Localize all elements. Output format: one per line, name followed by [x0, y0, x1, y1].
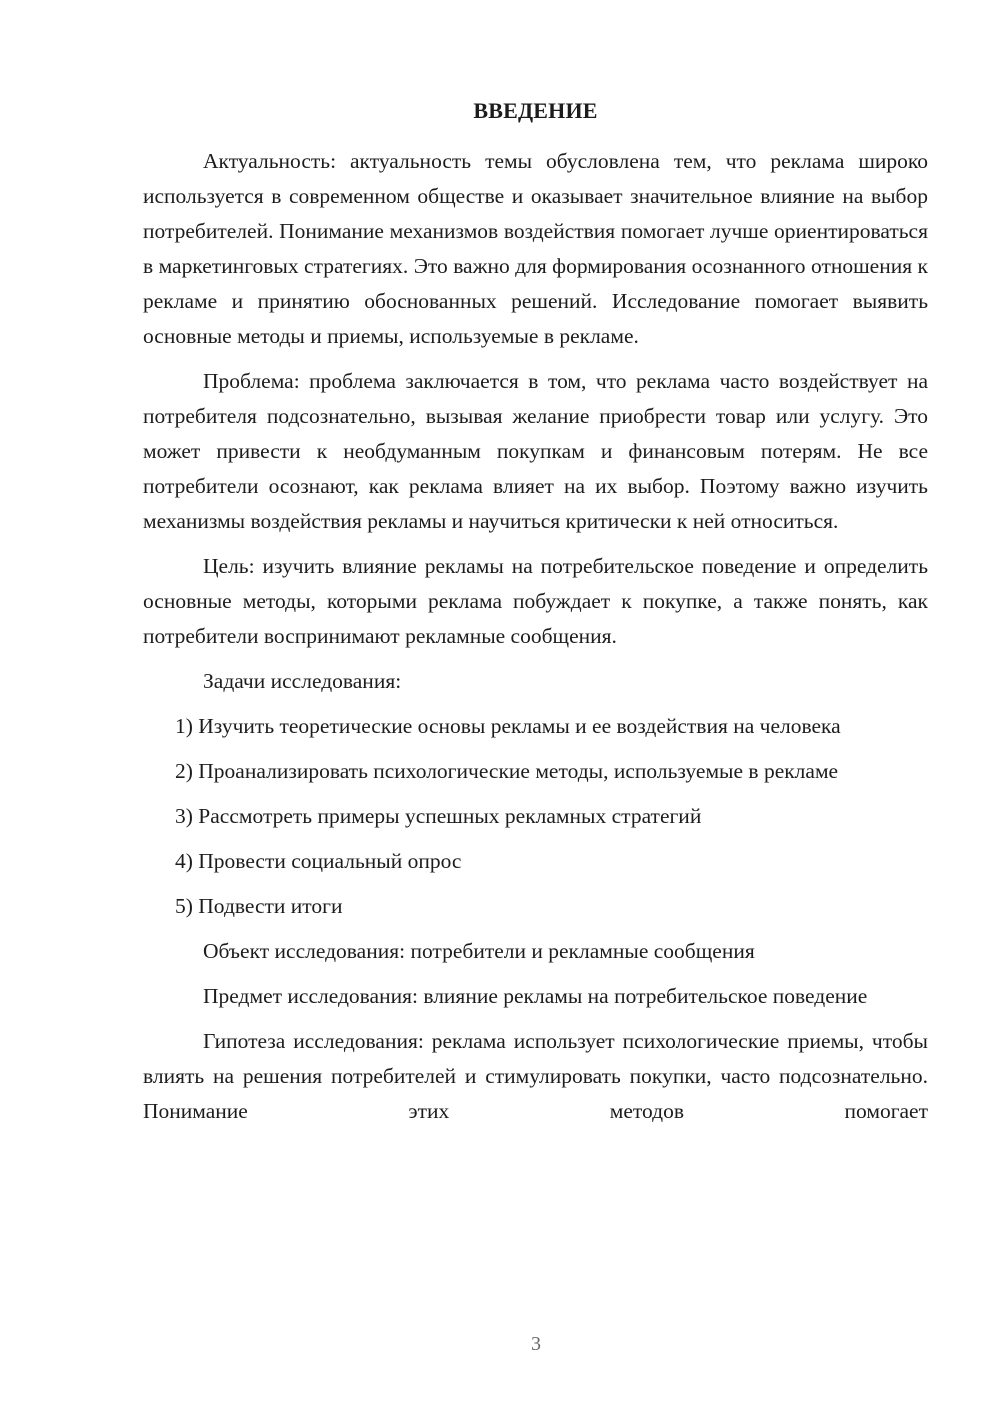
list-item: 5) Подвести итоги: [175, 894, 343, 918]
paragraph-problem: Проблема: проблема заключается в том, что реклама часто воздействует на потребителя подсознательно, вызывая желание приобрести товар или услугу. Это может привести к необдуманным покупкам и финансовым потерям. Не все потребители осознают, как реклама влияет на их выбор. Поэтому важно изучить механизмы воздействия рекламы и научиться критически к ней относиться.: [143, 369, 928, 533]
tasks-heading: Задачи исследования:: [203, 669, 402, 693]
paragraph-object: Объект исследования: потребители и рекламные сообщения: [203, 939, 755, 963]
list-item: 4) Провести социальный опрос: [175, 849, 462, 873]
paragraph-subject: Предмет исследования: влияние рекламы на потребительское поведение: [203, 984, 868, 1008]
list-item: 3) Рассмотреть примеры успешных рекламных стратегий: [175, 804, 702, 828]
paragraph-relevance: Актуальность: актуальность темы обусловлена тем, что реклама широко используется в современном обществе и оказывает значительное влияние на выбор потребителей. Понимание механизмов воздействия помогает лучше ориентироваться в маркетинговых стратегиях. Это важно для формирования осознанного отношения к рекламе и принятию обоснованных решений. Исследование помогает выявить основные методы и приемы, используемые в рекламе.: [143, 149, 928, 348]
page-content: [143, 96, 928, 1139]
tasks-list: [143, 709, 928, 924]
page-title: ВВЕДЕНИЕ: [473, 98, 598, 123]
paragraph-goal: Цель: изучить влияние рекламы на потребительское поведение и определить основные методы, которыми реклама побуждает к покупке, а также понять, как потребители воспринимают рекламные сообщения.: [143, 554, 928, 648]
list-item: 1) Изучить теоретические основы рекламы и ее воздействия на человека: [175, 714, 841, 738]
page-number: 3: [531, 1333, 541, 1355]
paragraph-hypothesis: Гипотеза исследования: реклама использует психологические приемы, чтобы влиять на решения потребителей и стимулировать покупки, часто подсознательно. Понимание этих методов помогает: [143, 1029, 928, 1123]
list-item: 2) Проанализировать психологические методы, используемые в рекламе: [175, 759, 839, 783]
